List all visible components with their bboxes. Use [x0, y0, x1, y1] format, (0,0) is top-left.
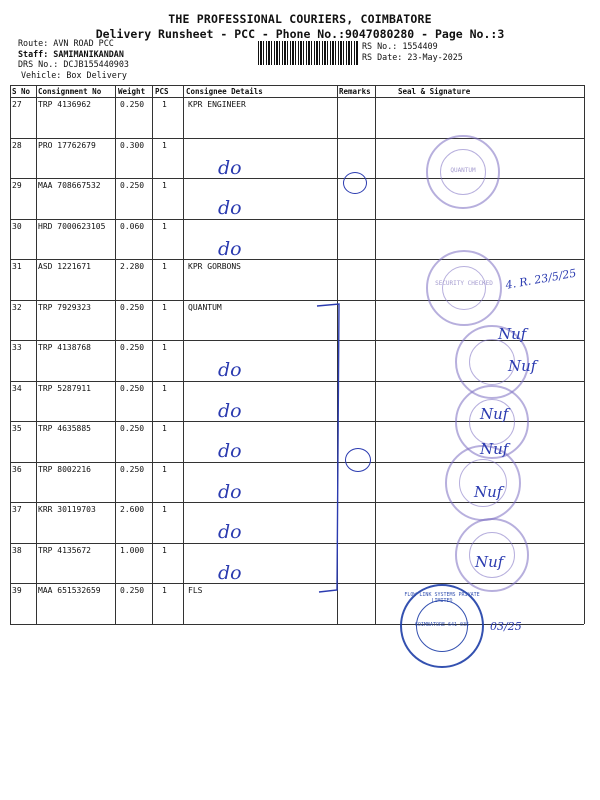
runsheet-meta-left	[18, 38, 129, 80]
cell-consignment: TRP 5287911	[38, 383, 91, 393]
cell-sno: 35	[12, 424, 22, 433]
cell-pcs: 1	[162, 140, 167, 150]
column-header-sno: S No	[12, 87, 31, 96]
rs-no-text: RS No.: 1554409	[362, 41, 438, 51]
cell-sno: 34	[12, 383, 22, 393]
remark-circle-icon	[343, 172, 367, 194]
cell-consignee: KPR ENGINEER	[188, 100, 246, 109]
drs-text: DRS No.: DCJB155440903	[18, 59, 129, 69]
page-title: THE PROFESSIONAL COURIERS, COIMBATORE	[168, 12, 432, 26]
cell-sno: 38	[12, 545, 22, 555]
cell-consignee: FLS	[188, 586, 203, 595]
cell-consignee: QUANTUM	[188, 302, 222, 312]
cell-weight: 0.300	[120, 140, 145, 150]
vehicle-text: Vehicle: Box Delivery	[21, 69, 127, 80]
cell-weight: 0.250	[120, 100, 145, 109]
cell-consignment: PRO 17762679	[38, 140, 96, 150]
cell-sno: 32	[12, 302, 22, 312]
initials-signature: Nuf	[498, 325, 527, 343]
cell-weight: 0.250	[120, 343, 145, 352]
table-top-border	[10, 85, 584, 86]
cell-weight: 0.060	[120, 221, 145, 231]
cell-consignment: TRP 4135672	[38, 545, 91, 555]
cell-pcs: 1	[162, 505, 167, 514]
column-divider	[584, 85, 585, 624]
handwritten-ditto: do	[218, 197, 242, 219]
cell-pcs: 1	[162, 383, 167, 393]
cell-consignee: KPR GORBONS	[188, 262, 241, 271]
table-row	[10, 97, 584, 138]
cell-weight: 1.000	[120, 545, 145, 555]
column-header-consignment: Consignment No	[38, 87, 102, 96]
column-header-remarks: Remarks	[339, 87, 371, 96]
cell-consignment: TRP 4635885	[38, 424, 91, 433]
handwritten-ditto: do	[218, 399, 242, 422]
page-subtitle: Delivery Runsheet - PCC - Phone No.:9047080280 - Page No.:3	[95, 27, 505, 41]
cell-weight: 0.250	[120, 302, 145, 312]
signature-row-39-date: 03/25	[490, 620, 522, 633]
cell-pcs: 1	[162, 100, 167, 109]
runsheet-meta-right	[362, 41, 463, 62]
cell-sno: 30	[12, 221, 22, 231]
cell-weight: 0.250	[120, 383, 145, 393]
initials-signature: Nuf	[480, 440, 509, 458]
cell-consignment: KRR 30119703	[38, 505, 96, 514]
cell-sno: 27	[12, 100, 22, 109]
cell-consignment: MAA 651532659	[38, 586, 101, 595]
cell-consignment: HRD 7000623105	[38, 221, 106, 231]
cell-weight: 0.250	[120, 181, 145, 190]
cell-pcs: 1	[162, 302, 167, 312]
cell-sno: 31	[12, 262, 22, 271]
cell-pcs: 1	[162, 424, 167, 433]
security-stamp-icon: SECURITY CHECKED	[426, 250, 502, 326]
quantum-stamp-icon: QUANTUM	[426, 135, 500, 209]
handwritten-ditto: do	[218, 359, 242, 381]
initials-signature: Nuf	[508, 357, 537, 375]
handwritten-ditto: do	[218, 156, 242, 179]
remark-bracket-icon	[315, 300, 355, 600]
column-header-weight: Weight	[118, 87, 146, 96]
cell-weight: 2.280	[120, 262, 145, 271]
staff-text: Staff: SAMIMANIKANDAN	[18, 48, 124, 59]
cell-weight: 0.250	[120, 424, 145, 433]
signature-row-31: 4. R. 23/5/25	[504, 266, 578, 292]
cell-consignment: ASD 1221671	[38, 262, 91, 271]
cell-pcs: 1	[162, 181, 167, 190]
initials-signature: Nuf	[474, 483, 503, 501]
rs-date-text: RS Date: 23-May-2025	[362, 51, 463, 62]
cell-pcs: 1	[162, 262, 167, 271]
initials-signature: Nuf	[475, 553, 504, 571]
cell-pcs: 1	[162, 545, 167, 555]
cell-sno: 29	[12, 181, 22, 190]
cell-sno: 28	[12, 140, 22, 150]
handwritten-ditto: do	[218, 521, 242, 543]
cell-weight: 2.600	[120, 505, 145, 514]
cell-consignment: MAA 708667532	[38, 181, 101, 190]
cell-consignment: TRP 7929323	[38, 302, 91, 312]
barcode-icon	[258, 41, 358, 65]
handwritten-ditto: do	[218, 440, 242, 462]
cell-pcs: 1	[162, 464, 167, 474]
cell-consignment: TRP 8002216	[38, 464, 91, 474]
cell-consignment: TRP 4136962	[38, 100, 91, 109]
cell-sno: 33	[12, 343, 22, 352]
route-text: Route: AVN ROAD PCC	[18, 38, 114, 48]
cell-pcs: 1	[162, 343, 167, 352]
handwritten-ditto: do	[218, 237, 242, 260]
handwritten-ditto: do	[218, 561, 242, 584]
column-header-consignee: Consignee Details	[186, 87, 263, 96]
cell-weight: 0.250	[120, 464, 145, 474]
cell-pcs: 1	[162, 586, 167, 595]
initials-signature: Nuf	[480, 405, 509, 423]
column-header-seal: Seal & Signature	[398, 87, 471, 96]
cell-sno: 39	[12, 586, 22, 595]
cell-sno: 37	[12, 505, 22, 514]
cell-sno: 36	[12, 464, 22, 474]
cell-weight: 0.250	[120, 586, 145, 595]
cell-pcs: 1	[162, 221, 167, 231]
column-header-pcs: PCS	[155, 87, 169, 96]
flowlink-stamp-icon: FLOW LINK SYSTEMS PRIVATE LIMITED COIMBATORE 641 035	[400, 584, 484, 668]
cell-consignment: TRP 4138768	[38, 343, 91, 352]
handwritten-ditto: do	[218, 480, 242, 503]
